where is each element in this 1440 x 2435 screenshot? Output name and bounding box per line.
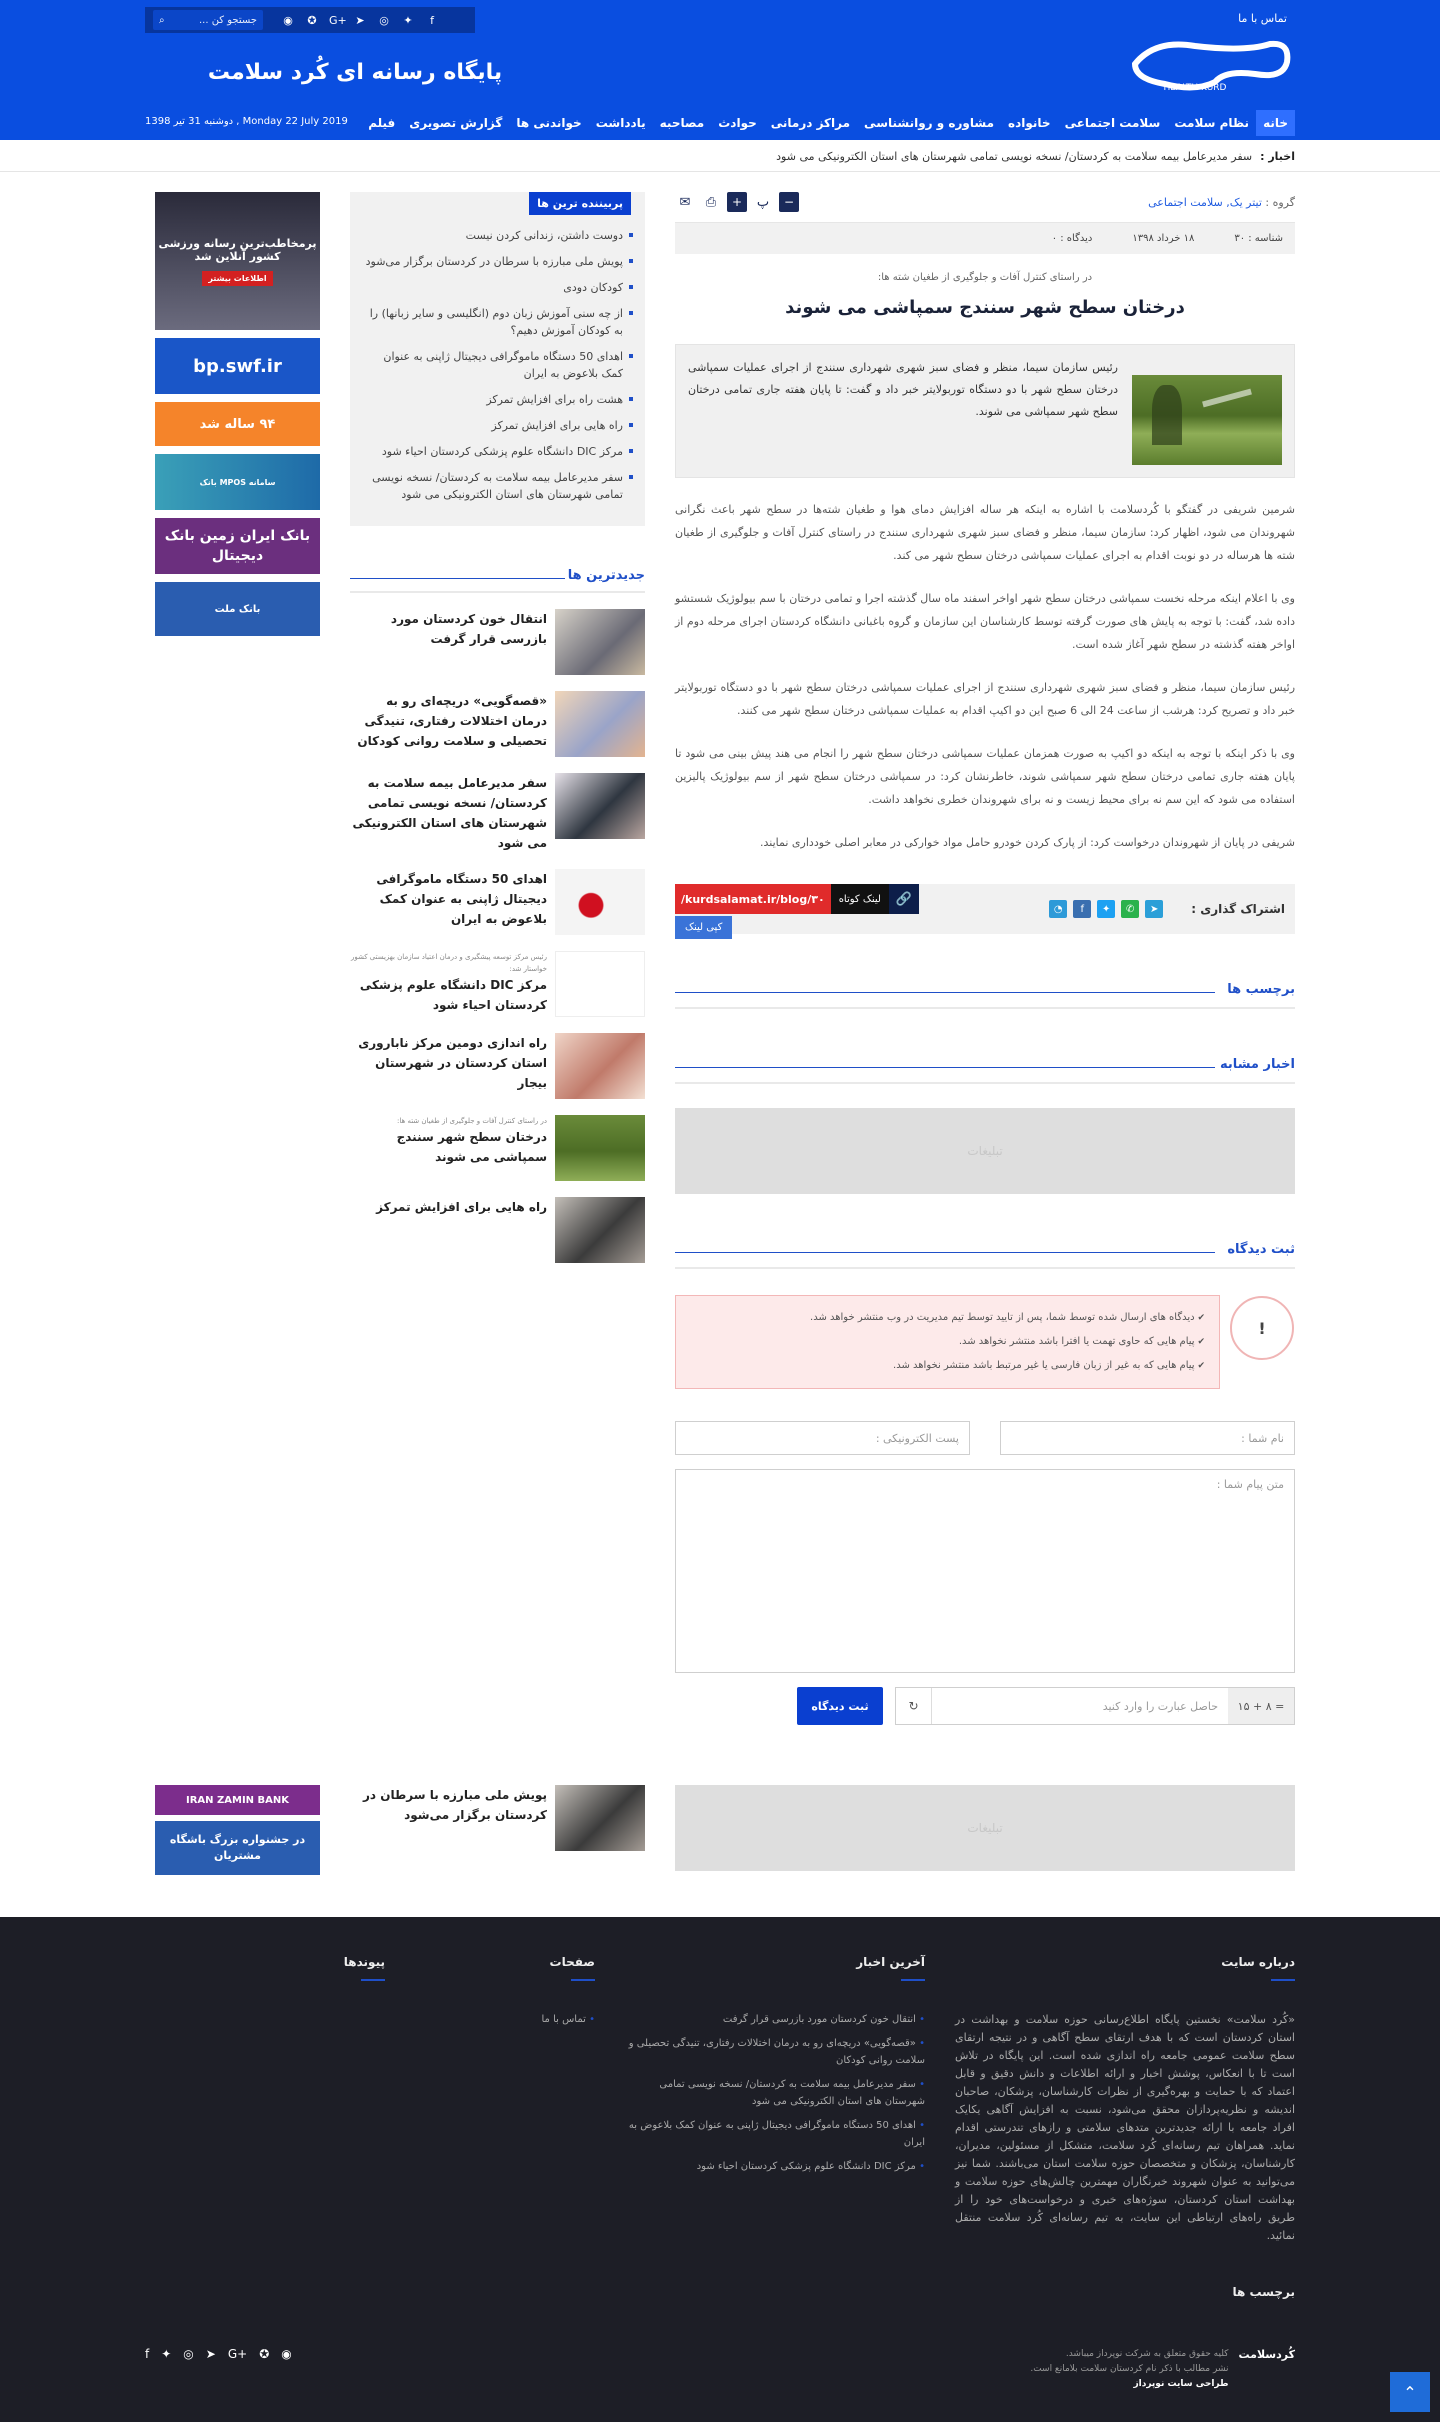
footer-news-item[interactable]: • انتقال خون کردستان مورد بازرسی قرار گرفت — [625, 2011, 925, 2028]
search-social-bar — [145, 7, 475, 33]
news-title[interactable]: راه هایی برای افزایش تمرکز — [376, 1200, 547, 1214]
link-icon: 🔗 — [889, 884, 919, 914]
captcha-equation: ۱۵ + ۸ = — [1228, 1688, 1294, 1724]
lower-ads-column — [155, 1785, 320, 1881]
latest-news-item[interactable] — [350, 869, 645, 935]
share-bar — [675, 884, 1295, 934]
latest-news-heading — [350, 568, 645, 593]
article-group — [675, 192, 1295, 212]
font-increase-icon[interactable]: + — [727, 192, 747, 212]
nav-item-home[interactable]: خانه — [1256, 110, 1295, 136]
popular-item[interactable]: کودکان دودی — [362, 279, 633, 296]
scroll-to-top-button[interactable]: ⌃ — [1390, 2372, 1430, 2412]
news-thumbnail[interactable] — [555, 773, 645, 839]
copy-link-button[interactable]: کپی لینک — [675, 916, 732, 939]
current-date: دوشنبه 31 تیر 1398 , Monday 22 July 2019 — [145, 116, 348, 127]
whatsapp-share-icon[interactable]: ✆ — [1121, 900, 1139, 918]
search-icon[interactable]: ⌕ — [159, 14, 165, 26]
popular-list — [362, 227, 633, 503]
latest-news-item[interactable] — [350, 1115, 645, 1181]
news-title[interactable]: «قصه‌گویی» دریچه‌ای رو به درمان اختلالات رفتاری، تنیدگی تحصیلی و سلامت روانی کودکان — [357, 694, 547, 748]
comment-form-row — [675, 1421, 1295, 1455]
popular-item[interactable]: پویش ملی مبارزه با سرطان در کردستان برگزار می‌شود — [362, 253, 633, 270]
article-id: شناسه : ۳۰ — [1234, 233, 1283, 244]
message-field[interactable]: متن پیام شما : — [675, 1469, 1295, 1673]
article-comment-count: دیدگاه : ۰ — [1051, 233, 1093, 244]
rss-icon[interactable]: ◉ — [283, 13, 293, 27]
news-title[interactable]: راه اندازی دومین مرکز ناباروری استان کردستان در شهرستان بیجار — [358, 1036, 547, 1090]
nav-item-family[interactable]: خانواده — [1008, 116, 1051, 130]
nav-item-social-health[interactable]: سلامت اجتماعی — [1064, 116, 1161, 130]
telegram-share-icon[interactable]: ➤ — [1145, 900, 1163, 918]
news-thumbnail[interactable] — [555, 1033, 645, 1099]
pinterest-icon[interactable]: ✪ — [307, 13, 317, 27]
news-thumbnail[interactable] — [555, 609, 645, 675]
copyright-line: نشر مطالب با ذکر نام کردستان سلامت بلامانع است. — [1030, 2364, 1229, 2374]
comment-section-heading — [675, 1242, 1295, 1269]
latest-news-item[interactable] — [350, 1197, 645, 1263]
more-info-button[interactable]: اطلاعات بیشتر — [202, 271, 272, 286]
nav-item-medical-centers[interactable]: مراکز درمانی — [770, 116, 851, 130]
telegram-icon[interactable]: ➤ — [205, 2347, 216, 2361]
nav-item-health-system[interactable]: نظام سلامت — [1174, 116, 1250, 130]
news-title[interactable]: اهدای 50 دستگاه ماموگرافی دیجیتال ژاپنی به عنوان کمک بلاعوض به ایران — [376, 872, 547, 926]
refresh-icon[interactable]: ↻ — [896, 1688, 932, 1724]
footer-about — [955, 1955, 1295, 2299]
banner-text: پرمخاطب‌ترین رسانه ورزشی کشور آنلاین شد — [158, 236, 317, 263]
site-footer — [0, 1917, 1440, 2422]
facebook-share-icon[interactable]: f — [1073, 900, 1091, 918]
notice-item: ✔ پیام هایی که حاوی تهمت یا افترا باشد منتشر نخواهد شد. — [810, 1330, 1205, 1354]
sports-media-banner[interactable] — [155, 192, 320, 330]
google-plus-icon[interactable]: G+ — [227, 2347, 248, 2361]
tags-heading: برچسب ها — [1227, 982, 1295, 997]
news-pretitle: در راستای کنترل آفات و جلوگیری از طغیان شته ها: — [397, 1117, 547, 1125]
twitter-icon[interactable]: ✦ — [403, 13, 413, 27]
popular-news-box — [350, 192, 645, 526]
sidebar-news-column — [350, 192, 645, 1263]
telegram-icon[interactable]: ➤ — [355, 13, 365, 27]
article-image — [1132, 375, 1282, 465]
news-title[interactable]: پویش ملی مبارزه با سرطان در کردستان برگزار می‌شود — [363, 1788, 547, 1822]
social-links — [281, 14, 439, 27]
popular-heading-bar — [362, 192, 633, 215]
twitter-icon[interactable]: ✦ — [161, 2347, 172, 2361]
nav-item-accidents[interactable]: حوادث — [718, 116, 757, 130]
contact-link[interactable]: تماس با ما — [1238, 12, 1287, 25]
submit-comment-button[interactable]: ثبت دیدگاه — [797, 1687, 883, 1725]
article-pretitle: در راستای کنترل آفات و جلوگیری از طغیان شته ها: — [877, 272, 1093, 283]
news-title[interactable]: مرکز DIC دانشگاه علوم پزشکی کردستان احیاء شود — [359, 978, 547, 1012]
latest-news-item[interactable] — [350, 951, 645, 1017]
pinterest-icon[interactable]: ✪ — [259, 2347, 270, 2361]
warning-icon: ! — [1230, 1296, 1294, 1360]
news-title[interactable]: درختان سطح شهر سنندج سمپاشی می شوند — [396, 1130, 547, 1164]
breaking-headline[interactable]: سفر مدیرعامل بیمه سلامت به کردستان/ نسخه نویسی تمامی شهرستان های استان الکترونیکی می شود — [776, 149, 1253, 163]
footer-page-link[interactable]: • تماس با ما — [415, 2011, 595, 2028]
footer-news-item[interactable]: • مرکز DIC دانشگاه علوم پزشکی کردستان احیاء شود — [625, 2158, 925, 2175]
nav-item-notes[interactable]: یادداشت — [595, 116, 646, 130]
iran-zamin-bank-banner[interactable]: بانک ایران زمین بانک دیجیتال — [155, 518, 320, 574]
article-tools — [675, 192, 799, 212]
nav-item-readings[interactable]: خواندنی ها — [516, 116, 582, 130]
nav-item-counseling[interactable]: مشاوره و روانشناسی — [864, 116, 995, 130]
facebook-icon[interactable]: f — [430, 13, 434, 27]
site-title: پایگاه رسانه ای کُرد سلامت — [207, 60, 503, 85]
lead-text: رئیس سازمان سیما، منظر و فضای سبز شهری شهرداری سنندج از اجرای عملیات سمپاشی درختان سطح شهر با دو دستگاه توربولایتر خبر داد و گفت: تا پایان هفته جاری تمامی درختان سطح شهر سمپاشی می شوند. — [688, 361, 1118, 418]
comment-notice-wrapper — [675, 1295, 1295, 1389]
font-decrease-icon[interactable]: − — [779, 192, 799, 212]
news-thumbnail[interactable] — [555, 869, 645, 935]
advertisement-placeholder: تبلیغات — [675, 1785, 1295, 1871]
footer-news-item[interactable]: • «قصه‌گویی» دریچه‌ای رو به درمان اختلالات رفتاری، تنیدگی تحصیلی و سلامت روانی کودکان — [625, 2035, 925, 2069]
site-header — [0, 0, 1440, 140]
popular-item[interactable]: هشت راه برای افزایش تمرکز — [362, 391, 633, 408]
article-paragraph: وی با اعلام اینکه مرحله نخست سمپاشی درختان سطح شهر اواخر اسفند ماه سال گذشته اجرا و تمامی درختان با سم بیولوژیک شستشو داده شد، گفت: با توجه به پایش های صورت گرفته توسط کارشناسان این سازمان و گروه باغبانی دانشگاه کردستان اجرای مرحله دوم از اواخر هفته گذشته در سطح شهر آغاز شده است. — [675, 592, 1295, 651]
group-label: گروه : — [1265, 195, 1295, 209]
article-lead — [675, 344, 1295, 478]
short-link-label: لینک کوتاه — [831, 884, 889, 914]
news-title[interactable]: سفر مدیرعامل بیمه سلامت به کردستان/ نسخه نویسی تمامی شهرستان های استان الکترونیکی می شود — [352, 776, 547, 850]
news-thumbnail[interactable] — [555, 951, 645, 1017]
popular-item[interactable]: سفر مدیرعامل بیمه سلامت به کردستان/ نسخه نویسی تمامی شهرستان های استان الکترونیکی می شود — [362, 469, 633, 503]
main-content — [145, 192, 1295, 1725]
news-thumbnail[interactable] — [555, 1115, 645, 1181]
captcha-input[interactable]: حاصل عبارت را وارد کنید — [1102, 1699, 1218, 1713]
tags-section-heading — [675, 982, 1295, 1009]
popular-item[interactable]: راه هایی برای افزایش تمرکز — [362, 417, 633, 434]
article-body — [675, 498, 1295, 854]
email-icon[interactable]: ✉ — [679, 194, 691, 210]
print-icon[interactable]: ⎙ — [705, 194, 717, 210]
article-title: درختان سطح شهر سنندج سمپاشی می شوند — [785, 297, 1185, 318]
footer-news-item[interactable]: • اهدای 50 دستگاه ماموگرافی دیجیتال ژاپنی به عنوان کمک بلاعوض به ایران — [625, 2117, 925, 2151]
news-pretitle: رئیس مرکز توسعه پیشگیری و درمان اعتیاد سازمان بهزیستی کشور خواستار شد: — [350, 953, 547, 973]
footer-about-heading: درباره سایت — [955, 1955, 1295, 1981]
popular-item[interactable]: مرکز DIC دانشگاه علوم پزشکی کردستان احیاء شود — [362, 443, 633, 460]
nav-item-photo-report[interactable]: گزارش تصویری — [409, 116, 503, 130]
comment-heading: ثبت دیدگاه — [1227, 1242, 1295, 1257]
bank-anniversary-banner[interactable]: ۹۴ ساله شد — [155, 402, 320, 446]
name-field[interactable]: نام شما : — [1000, 1421, 1295, 1455]
article-meta — [675, 222, 1295, 254]
article-paragraph: رئیس سازمان سیما، منظر و فضای سبز شهری شهرداری سنندج از اجرای عملیات سمپاشی درختان سطح شهر با دو دستگاه توربولایتر خبر داد و تصریح کرد: هرشب از ساعت 24 الی 6 صبح این دو اکیپ اقدام به عملیات سمپاشی درختان سطح شهر می کنند. — [675, 681, 1295, 717]
lower-strip — [145, 1785, 1295, 1881]
popular-heading: پربیننده ترین ها — [529, 192, 631, 215]
footer-pages — [415, 1955, 595, 2299]
news-title[interactable]: انتقال خون کردستان مورد بازرسی قرار گرفت — [390, 612, 547, 646]
search-placeholder: جستجو کن ... — [198, 14, 257, 26]
article-paragraph: شریفی در پایان از شهروندان درخواست کرد: از پارک کردن خودرو حامل مواد خوارکی در معابر اصلی خودداری نمایند. — [760, 836, 1295, 849]
mpos-banner[interactable]: سامانه MPOS بانک — [155, 454, 320, 510]
captcha-row — [675, 1687, 1295, 1725]
article-paragraph: شرمین شریفی در گفتگو با کُردسلامت با اشاره به اینکه هر ساله افزایش دمای هوا و طغیان شته‌ها در سطح شهر باعث نگرانی شهروندان می شود، اظهار کرد: سازمان سیما، منظر و فضای سبز شهری شهرداری سنندج در راستای کنترل آفات و جلوگیری از طغیان شته ها هرساله در دو نوبت اقدام به اجرای عملیات سمپاشی درختان سطح شهر می کند. — [675, 503, 1295, 562]
article-date: ۱۸ خرداد ۱۳۹۸ — [1132, 233, 1195, 244]
latest-news-item[interactable] — [350, 1785, 645, 1851]
article-paragraph: وی با ذکر اینکه با توجه به اینکه دو اکیپ به صورت همزمان عملیات سمپاشی درختان سطح شهر را انجام می هند پیش بینی می شود تا پایان هفته جاری تمامی درختان سطح شهر سمپاشی شوند، خاطرنشان کرد: در سمپاشی درختان سطح شهر از سم بیولوژیک پالیزین استفاده می شود که این سم نه برای محیط زیست و نه برای شهروندان خطری نخواهد داشت. — [675, 747, 1295, 806]
font-size-icon[interactable]: پ — [756, 194, 770, 210]
footer-social-links — [145, 2347, 292, 2392]
breaking-label: اخبار : — [1260, 149, 1295, 163]
customer-festival-banner[interactable]: در جشنواره بزرگ باشگاه مشتریان — [155, 1821, 320, 1875]
popular-item[interactable]: دوست داشتن، زندانی کردن نیست — [362, 227, 633, 244]
search-input[interactable] — [153, 10, 263, 30]
latest-news-item[interactable] — [350, 773, 645, 853]
rss-icon[interactable]: ◉ — [281, 2347, 292, 2361]
latest-news-item[interactable] — [350, 609, 645, 675]
facebook-icon[interactable]: f — [145, 2347, 150, 2361]
svg-text:HEALTH KURD: HEALTH KURD — [1163, 83, 1227, 93]
comment-rules-notice — [675, 1295, 1266, 1389]
similar-news-heading — [675, 1057, 1295, 1084]
advertisement-placeholder: تبلیغات — [675, 1108, 1295, 1194]
instagram-icon[interactable]: ◎ — [379, 13, 389, 27]
footer-tags-heading: برچسب ها — [1232, 2285, 1295, 2299]
iran-zamin-bank-banner[interactable]: IRAN ZAMIN BANK — [155, 1785, 320, 1815]
latest-heading: جدیدترین ها — [567, 568, 645, 583]
footer-bottom — [0, 2347, 1440, 2392]
latest-news-item[interactable] — [350, 1033, 645, 1099]
footer-news-item[interactable]: • سفر مدیرعامل بیمه سلامت به کردستان/ نسخه نویسی تمامی شهرستان های استان الکترونیکی می شود — [625, 2076, 925, 2110]
news-thumbnail[interactable] — [555, 691, 645, 757]
share-label: اشتراک گذاری : — [1191, 902, 1285, 916]
main-nav — [361, 110, 1295, 136]
lower-ad-column — [675, 1785, 1295, 1871]
footer-logo[interactable]: کُردسلامت — [1238, 2348, 1295, 2361]
twitter-share-icon[interactable]: ✦ — [1097, 900, 1115, 918]
similar-heading: اخبار مشابه — [1220, 1057, 1295, 1072]
footer-news-heading: آخرین اخبار — [625, 1955, 925, 1981]
designer-link[interactable]: طراحی سایت نوپرداز — [1133, 2379, 1229, 2389]
soroush-share-icon[interactable]: ◔ — [1049, 900, 1067, 918]
email-field[interactable]: پست الکترونیکی : — [675, 1421, 970, 1455]
footer-latest-news — [625, 1955, 925, 2299]
bp-swf-banner[interactable]: bp.swf.ir — [155, 338, 320, 394]
short-link-box — [675, 884, 919, 914]
site-logo[interactable] — [1095, 34, 1295, 96]
footer-links-heading: پیوندها — [205, 1955, 385, 1981]
footer-about-text: «کُرد سلامت» نخستین پایگاه اطلاع‌رسانی حوزه سلامت و بهداشت در استان کردستان است که با هدف ارتقای سطح آگاهی و در نتیجه ارتقای سطح سلامت عمومی جامعه راه اندازی شده است. این پایگاه در تلاش است تا با انعکاس، پوشش اخبار و ارائه اطلاعات و دانش دقیق و قابل اعتماد که با حمایت و بهره‌گیری از نظرات کارشناسان، پزشکان، صاحبان اندیشه و نظریه‌پردازان محقق می‌شود، نسبت به افزایش آگاهی یکایک افراد جامعه با ارائه جدیدترین متدهای سلامتی و رازهای تندرستی اقدام نماید. همراهان تیم رسانه‌ای کُرد سلامت، متشکل از مسئولین، مدیران، کارشناسان، پزشکان و متخصصان حوزه سلامت استان می‌باشند. شما نیز می‌توانید به عنوان شهروند خبرنگاران مهمترین چالش‌های حوزه سلامت و بهداشت استان کردستان، سوژه‌های خبری و درخواست‌های خود را از طریق راه‌های ارتباطی این سایت، به تیم رسانه‌ای کُرد سلامت منتقل نمائید. — [955, 2013, 1295, 2242]
nav-item-film[interactable]: فیلم — [368, 116, 396, 130]
copyright — [1030, 2347, 1295, 2392]
breaking-news-bar — [0, 140, 1440, 172]
nav-item-interview[interactable]: مصاحبه — [659, 116, 705, 130]
instagram-icon[interactable]: ◎ — [183, 2347, 194, 2361]
article-column — [675, 192, 1295, 1725]
short-link-url[interactable]: /kurdsalamat.ir/blog/۳۰ — [675, 884, 831, 914]
news-thumbnail[interactable] — [555, 1197, 645, 1263]
news-thumbnail[interactable] — [555, 1785, 645, 1851]
ads-column — [155, 192, 320, 644]
latest-news-item[interactable] — [350, 691, 645, 757]
group-value[interactable]: تیتر یک, سلامت اجتماعی — [1148, 195, 1262, 209]
notice-item: ✔ دیدگاه های ارسال شده توسط شما، پس از تایید توسط تیم مدیریت در وب منتشر خواهد شد. — [810, 1306, 1205, 1330]
copyright-line: کلیه حقوق متعلق به شرکت نوپرداز میباشد. — [1065, 2349, 1229, 2359]
popular-item[interactable]: اهدای 50 دستگاه ماموگرافی دیجیتال ژاپنی به عنوان کمک بلاعوض به ایران — [362, 348, 633, 382]
footer-links — [205, 1955, 385, 2299]
notice-item: ✔ پیام هایی که به غیر از زبان فارسی یا غیر مرتبط باشد منتشر نخواهد شد. — [810, 1354, 1205, 1378]
google-plus-icon[interactable]: G+ — [329, 13, 347, 27]
captcha-box — [895, 1687, 1295, 1725]
popular-item[interactable]: از چه سنی آموزش زبان دوم (انگلیسی و سایر زبانها) را به کودکان آموزش دهیم؟ — [362, 305, 633, 339]
footer-pages-heading: صفحات — [415, 1955, 595, 1981]
mellat-bank-banner[interactable]: بانک ملت — [155, 582, 320, 636]
